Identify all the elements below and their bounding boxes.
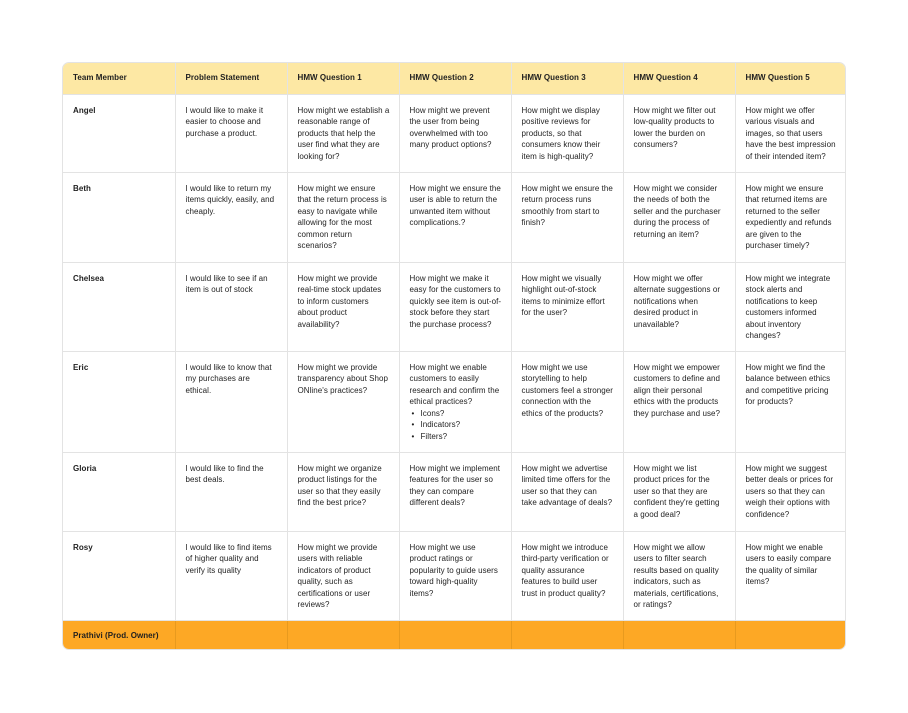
hmw-q2-cell: How might we ensure the user is able to return the unwanted item without complications.? — [399, 172, 511, 262]
team-member-cell: Angel — [63, 94, 175, 172]
hmw-q1-cell: How might we provide real-time stock updates to inform customers about product availability? — [287, 262, 399, 351]
hmw-table-container — [62, 62, 846, 650]
team-member-cell: Beth — [63, 172, 175, 262]
table-row — [63, 172, 846, 262]
problem-statement-cell: I would like to know that my purchases are ethical. — [175, 351, 287, 452]
hmw-q2-cell: How might we prevent the user from being overwhelmed with too many product options? — [399, 94, 511, 172]
header-hmw-question-3: HMW Question 3 — [511, 63, 623, 94]
hmw-q4-cell: How might we empower customers to define and align their personal ethics with the products they purchase and use? — [623, 351, 735, 452]
hmw-q3-cell: How might we advertise limited time offers for the user so that they can take advantage of deals? — [511, 452, 623, 531]
hmw-q3-cell: How might we display positive reviews for products, so that consumers know their item is high-quality? — [511, 94, 623, 172]
hmw-q1-cell: How might we provide users with reliable indicators of product quality, such as certifications or user reviews? — [287, 531, 399, 620]
list-item: • Filters? — [420, 431, 502, 443]
header-hmw-question-4: HMW Question 4 — [623, 63, 735, 94]
empty-cell — [623, 620, 735, 650]
hmw-q1-cell: How might we provide transparency about Shop ONline's practices? — [287, 351, 399, 452]
table-row — [63, 351, 846, 452]
hmw-q5-cell: How might we suggest better deals or prices for users so that they can weigh their options with confidence? — [735, 452, 846, 531]
team-member-cell: Chelsea — [63, 262, 175, 351]
empty-cell — [287, 620, 399, 650]
empty-cell — [511, 620, 623, 650]
header-row — [63, 63, 846, 94]
hmw-q3-cell: How might we use storytelling to help customers feel a stronger connection with the ethics of the products? — [511, 351, 623, 452]
hmw-q4-cell: How might we list product prices for the user so that they are confident they're getting a good deal? — [623, 452, 735, 531]
hmw-q2-cell: How might we use product ratings or popularity to guide users toward high-quality items? — [399, 531, 511, 620]
header-problem-statement: Problem Statement — [175, 63, 287, 94]
problem-statement-cell: I would like to find the best deals. — [175, 452, 287, 531]
problem-statement-cell: I would like to make it easier to choose and purchase a product. — [175, 94, 287, 172]
hmw-q5-cell: How might we integrate stock alerts and notifications to keep customers informed about inventory changes? — [735, 262, 846, 351]
hmw-q3-cell: How might we introduce third-party verification or quality assurance features to build user trust in product quality? — [511, 531, 623, 620]
header-hmw-question-2: HMW Question 2 — [399, 63, 511, 94]
hmw-q2-cell: How might we make it easy for the customers to quickly see item is out-of-stock before they start the purchase process? — [399, 262, 511, 351]
hmw-q5-cell: How might we enable users to easily compare the quality of similar items? — [735, 531, 846, 620]
empty-cell — [399, 620, 511, 650]
hmw-q2-cell: How might we implement features for the user so they can compare different deals? — [399, 452, 511, 531]
team-member-cell: Eric — [63, 351, 175, 452]
hmw-q5-cell: How might we offer various visuals and images, so that users have the best impression of their intended item? — [735, 94, 846, 172]
hmw-q4-cell: How might we offer alternate suggestions or notifications when desired product in unavailable? — [623, 262, 735, 351]
team-member-cell: Gloria — [63, 452, 175, 531]
hmw-q1-cell: How might we establish a reasonable range of products that help the user find what they are looking for? — [287, 94, 399, 172]
product-owner-cell: Prathivi (Prod. Owner) — [63, 620, 175, 650]
header-team-member: Team Member — [63, 63, 175, 94]
hmw-q1-cell: How might we ensure that the return process is easy to navigate while allowing for the most common return scenarios? — [287, 172, 399, 262]
list-item: • Indicators? — [420, 419, 502, 431]
product-owner-row — [63, 620, 846, 650]
table-row — [63, 94, 846, 172]
problem-statement-cell: I would like to return my items quickly, easily, and cheaply. — [175, 172, 287, 262]
hmw-q2-text: How might we enable customers to easily research and confirm the ethical practices? — [409, 362, 500, 407]
hmw-q1-cell: How might we organize product listings for the user so that they easily find the best price? — [287, 452, 399, 531]
hmw-q4-cell: How might we allow users to filter search results based on quality indicators, such as materials, certifications, or ratings? — [623, 531, 735, 620]
problem-statement-cell: I would like to see if an item is out of stock — [175, 262, 287, 351]
hmw-table — [63, 63, 846, 650]
list-item: • Icons? — [420, 408, 502, 420]
hmw-q3-cell: How might we visually highlight out-of-stock items to minimize effort for the user? — [511, 262, 623, 351]
table-row — [63, 531, 846, 620]
table-row — [63, 262, 846, 351]
hmw-q5-cell: How might we find the balance between ethics and competitive pricing for products? — [735, 351, 846, 452]
header-hmw-question-1: HMW Question 1 — [287, 63, 399, 94]
hmw-q4-cell: How might we consider the needs of both the seller and the purchaser during the process of returning an item? — [623, 172, 735, 262]
hmw-q5-cell: How might we ensure that returned items are returned to the seller expediently and refunds are given to the purchaser timely? — [735, 172, 846, 262]
ethics-options-list — [410, 408, 502, 443]
empty-cell — [175, 620, 287, 650]
hmw-q2-cell — [399, 351, 511, 452]
header-hmw-question-5: HMW Question 5 — [735, 63, 846, 94]
table-row — [63, 452, 846, 531]
hmw-q3-cell: How might we ensure the return process runs smoothly from start to finish? — [511, 172, 623, 262]
empty-cell — [735, 620, 846, 650]
problem-statement-cell: I would like to find items of higher quality and verify its quality — [175, 531, 287, 620]
team-member-cell: Rosy — [63, 531, 175, 620]
hmw-q4-cell: How might we filter out low-quality products to lower the burden on consumers? — [623, 94, 735, 172]
